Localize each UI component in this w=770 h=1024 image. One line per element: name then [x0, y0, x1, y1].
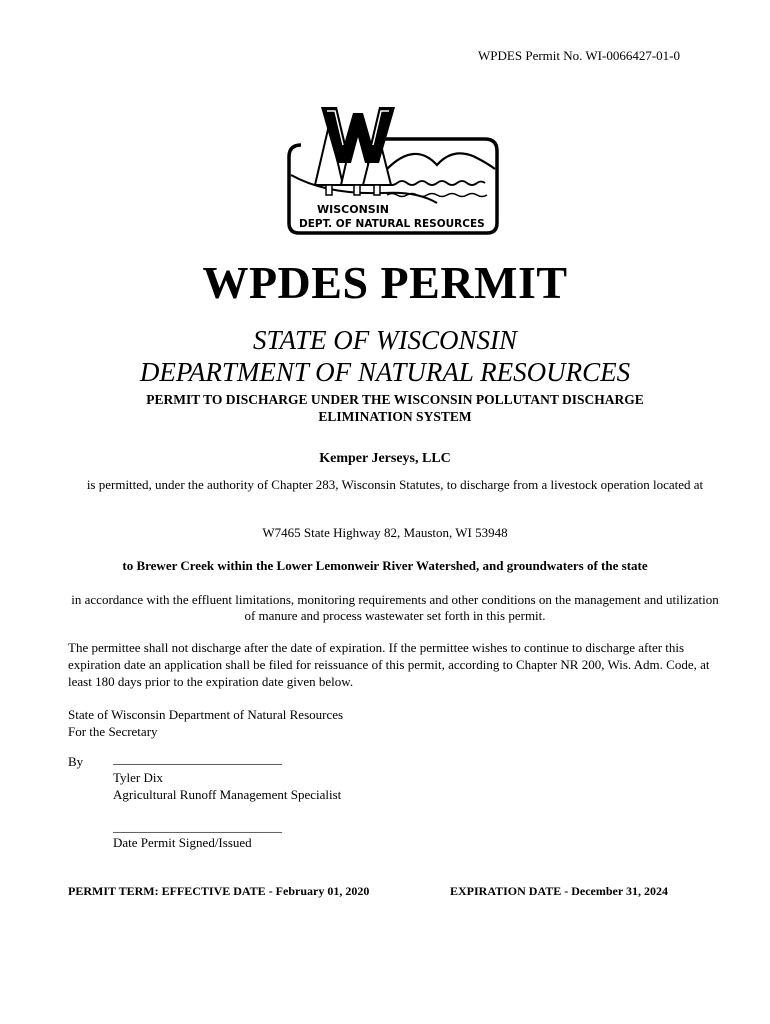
- date-signature-line: __________________________: [113, 819, 282, 834]
- permittee-name: Kemper Jerseys, LLC: [319, 451, 451, 466]
- discharge-location: to Brewer Creek within the Lower Lemonweir River Watershed, and groundwaters of the state: [122, 558, 648, 573]
- signer-name: Tyler Dix: [113, 770, 163, 785]
- facility-address: W7465 State Highway 82, Mauston, WI 53948: [262, 525, 508, 540]
- wdnr-logo: [287, 105, 499, 237]
- main-title: WPDES PERMIT: [202, 257, 568, 308]
- accordance-statement: in accordance with the effluent limitations, monitoring requirements and other conditions on the management and utilization of manure and process wastewater set forth in this permit.: [71, 592, 719, 623]
- effective-date: PERMIT TERM: EFFECTIVE DATE - February 01, 2020: [68, 884, 370, 898]
- issuer-block: [68, 706, 343, 740]
- issuer-line2: For the Secretary: [68, 724, 158, 739]
- permit-subtitle: PERMIT TO DISCHARGE UNDER THE WISCONSIN POLLUTANT DISCHARGE ELIMINATION SYSTEM: [146, 392, 644, 424]
- signer-title: Agricultural Runoff Management Specialist: [113, 787, 342, 802]
- signature-line: __________________________: [113, 751, 282, 766]
- logo-line2: DEPT. OF NATURAL RESOURCES: [299, 218, 485, 230]
- expiration-paragraph: The permittee shall not discharge after the date of expiration. If the permittee wishes to continue to discharge after this expiration date an application shall be filed for reissuance of this permit, according to Chapter NR 200, Wis. Adm. Code, at least 180 days prior to the expiration date given below.: [68, 640, 710, 689]
- expiration-date: EXPIRATION DATE - December 31, 2024: [450, 884, 668, 898]
- logo-line1: WISCONSIN: [317, 203, 389, 216]
- authority-statement: is permitted, under the authority of Chapter 283, Wisconsin Statutes, to discharge from a livestock operation located at: [86, 477, 704, 492]
- by-label: By: [68, 754, 84, 769]
- state-heading: STATE OF WISCONSIN: [252, 325, 517, 355]
- permit-number: WPDES Permit No. WI-0066427-01-0: [478, 48, 680, 63]
- department-heading: DEPARTMENT OF NATURAL RESOURCES: [139, 357, 631, 387]
- date-signed-label: Date Permit Signed/Issued: [113, 835, 252, 850]
- wdnr-logo-graphic: [287, 105, 499, 237]
- issuer-line1: State of Wisconsin Department of Natural Resources: [68, 707, 344, 722]
